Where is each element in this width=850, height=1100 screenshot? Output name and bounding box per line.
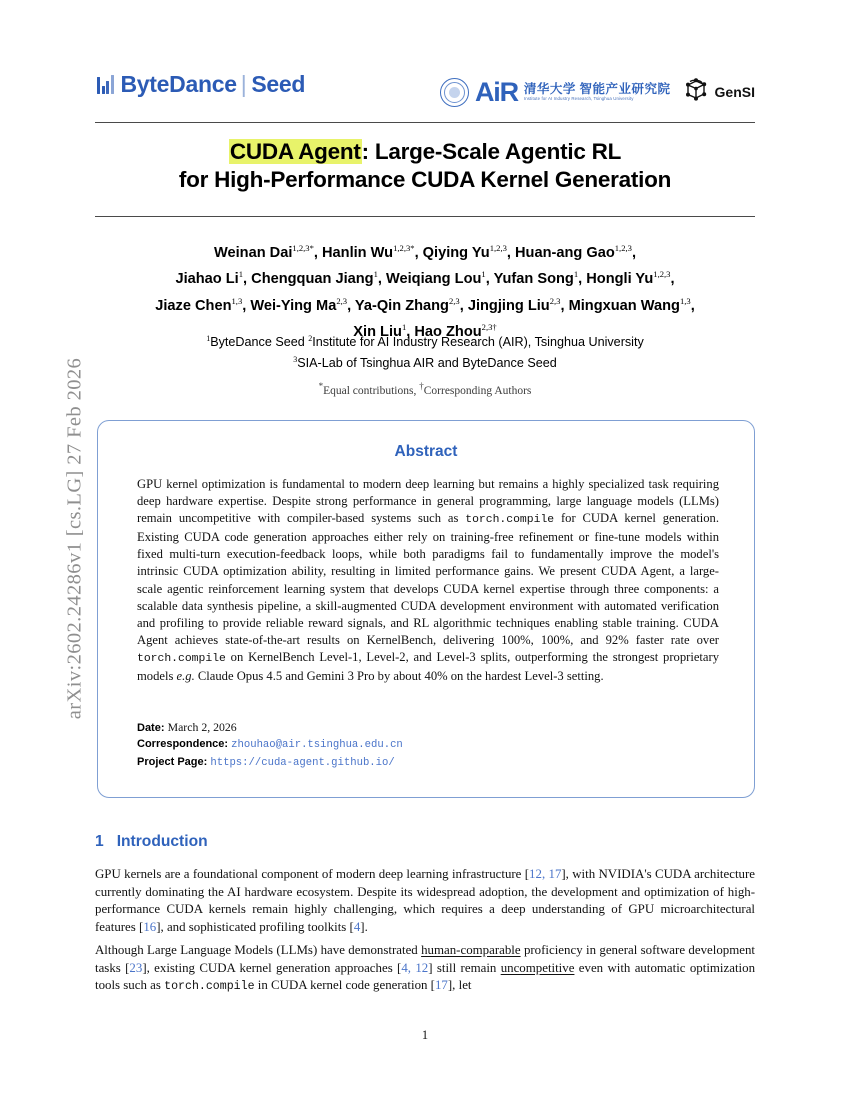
header-divider — [95, 122, 755, 123]
intro-p2-text-5: even with automatic optimization tools such as — [95, 960, 756, 993]
author-name: Yufan Song — [493, 271, 574, 288]
author-name: Hongli Yu — [586, 271, 654, 288]
correspondence-label: Correspondence: — [137, 738, 229, 751]
inline-code-torch-compile: torch.compile — [164, 980, 255, 994]
author-affiliation-marks: 1 — [573, 269, 579, 280]
title-line-1 — [95, 138, 755, 166]
author-name: Weiqiang Lou — [386, 271, 482, 288]
underlined-phrase-human-comparable: human-comparable — [421, 943, 521, 957]
seed-name: Seed — [251, 71, 306, 97]
intro-p1-text-3: ], and sophisticated profiling toolkits [ — [156, 919, 354, 934]
bytedance-wordmark — [121, 73, 306, 96]
author-name: Jingjing Liu — [467, 297, 550, 314]
author — [214, 245, 314, 261]
author-name: Wei-Ying Ma — [250, 297, 337, 314]
bytedance-mark-icon — [97, 75, 114, 94]
author-affiliation-marks: 1 — [401, 322, 407, 333]
gensi-cube-icon — [681, 75, 711, 110]
date-row — [137, 719, 697, 736]
author-name: Jiaze Chen — [155, 297, 232, 314]
section-heading-introduction — [95, 833, 755, 851]
affiliation-mark: 1 — [206, 334, 211, 343]
author-affiliation-marks: 1,2,3* — [292, 243, 314, 253]
abstract-eg: e.g. — [176, 669, 195, 684]
air-wordmark: AiR — [474, 76, 518, 107]
author — [467, 295, 561, 314]
author-affiliation-marks: 2,3† — [481, 322, 497, 333]
affiliation-mark: 2 — [308, 334, 313, 343]
author-name: Mingxuan Wang — [568, 297, 680, 314]
author-affiliation-marks: 1 — [373, 269, 378, 280]
air-chinese-name: 清华大学 智能产业研究院 — [523, 81, 671, 96]
citation-ref[interactable]: 17 — [434, 978, 448, 993]
underlined-phrase-uncompetitive: uncompetitive — [500, 960, 575, 975]
intro-p2-text-7: ], let — [447, 978, 472, 993]
author-name: Hanlin Wu — [322, 244, 394, 261]
abstract-code-torch-compile-1: torch.compile — [465, 514, 555, 527]
partner-logos — [440, 68, 755, 116]
title-line-2: for High-Performance CUDA Kernel Generation — [178, 167, 672, 192]
paper-page — [95, 0, 755, 1100]
intro-p2-text-2: proficiency in general software development tasks [ — [95, 943, 755, 975]
author-name: Weinan Dai — [214, 244, 293, 261]
correspondence-email-link[interactable]: zhouhao@air.tsinghua.edu.cn — [231, 739, 403, 752]
author-list — [95, 238, 755, 343]
abstract-text — [137, 476, 719, 685]
page-number: 1 — [421, 1028, 429, 1042]
air-chinese-block — [524, 83, 671, 102]
affiliation-text: Institute for AI Industry Research (AIR), Tsinghua University — [312, 335, 644, 350]
abstract-panel — [97, 420, 755, 798]
author — [586, 271, 670, 287]
equal-contribution-text: Equal contributions, — [323, 384, 417, 397]
author-affiliation-marks: 1,2,3 — [489, 243, 507, 253]
author-affiliation-marks: 1 — [481, 269, 486, 280]
title-line-1-rest: : Large-Scale Agentic RL — [361, 139, 622, 164]
author-name: Xin Liu — [353, 323, 402, 340]
intro-p2-text-6: in CUDA kernel code generation [ — [254, 978, 435, 993]
author-affiliation-marks: 1,3 — [679, 295, 691, 306]
author-affiliation-marks: 1,2,3 — [653, 269, 671, 280]
arxiv-stamp — [0, 0, 90, 1100]
author-name: Ya-Qin Zhang — [354, 297, 449, 314]
correspondence-row — [137, 736, 697, 753]
intro-p1-text-1: GPU kernels are a foundational component of modern deep learning infrastructure [ — [95, 867, 530, 881]
project-page-link[interactable]: https://cuda-agent.github.io/ — [210, 756, 395, 769]
author-name: Hao Zhou — [414, 323, 482, 340]
citation-ref[interactable]: 12, 17 — [529, 867, 562, 881]
date-label: Date: — [137, 722, 165, 734]
air-english-name: Institute for AI Industry Research, Tsinghua University — [523, 96, 634, 102]
intro-p1-text-4: ]. — [360, 919, 368, 934]
date-value: March 2, 2026 — [167, 720, 237, 734]
author — [515, 245, 632, 261]
author-line-3: Jiaze Chen$^{1,3}$, Wei-Ying Ma$^{2,3}$, Ya-Qin Zhang$^{2,3}$, Jingjing Liu$^{2,3}$, Mingxuan Wang$^{1,3}$, — [155, 295, 695, 314]
section-number: 1 — [95, 833, 104, 850]
author-affiliation-marks: 1,2,3 — [614, 243, 632, 253]
author-name: Chengquan Jiang — [251, 271, 374, 288]
author-line-2: Jiahao Li$^1$, Chengquan Jiang$^1$, Weiqiang Lou$^1$, Yufan Song$^1$, Hongli Yu$^{1,2,3}$, — [175, 269, 675, 288]
author — [251, 271, 378, 287]
author — [423, 245, 507, 261]
affiliation-mark: 3 — [293, 355, 298, 365]
abstract-part-1: GPU kernel optimization is fundamental to modern deep learning but remains a highly specialized task requiring deep hardware expertise. Despite strong performance in general programming, large language models (LLMs) remain uncompetitive with compiler-based systems such as — [137, 477, 719, 526]
page-title — [95, 138, 755, 194]
abstract-part-4: Claude Opus 4.5 and Gemini 3 Pro by about 40% on the hardest Level-3 setting. — [194, 669, 604, 684]
author-affiliation-marks: 1,2,3* — [393, 243, 415, 253]
abstract-part-3: on KernelBench Level-1, Level-2, and Level-3 splits, outperforming the strongest proprietary models — [137, 649, 719, 684]
author — [386, 271, 486, 287]
tsinghua-seal-icon — [440, 78, 469, 107]
abstract-part-2: for CUDA kernel generation. Existing CUDA code generation approaches either rely on training-free refinement or fine-tune models within fixed multi-turn execution-feedback loops, while both paradigms fail to fundamentally improve the model's intrinsic CUDA optimization ability, resulting in limited performance gains. We present CUDA Agent, a large-scale agentic reinforcement learning system that develops CUDA kernel expertise through three components: a scalable data synthesis pipeline, a skill-augmented CUDA development environment with automated verification and profiling to provide reliable reward signals, and RL algorithmic techniques enabling stable training. CUDA Agent achieves state-of-the-art results on KernelBench, delivering 100%, 100%, and 92% faster rate over — [137, 511, 719, 647]
abstract-heading: Abstract — [394, 443, 458, 460]
author-name: Huan-ang Gao — [515, 244, 615, 261]
intro-p2-text-1: Although Large Language Models (LLMs) have demonstrated — [95, 943, 422, 957]
author-affiliation-marks: 1,3 — [231, 295, 243, 306]
affiliation-list — [95, 330, 755, 372]
bytedance-seed-logo — [97, 73, 305, 96]
author-footnote — [95, 381, 755, 397]
citation-ref[interactable]: 4, 12 — [401, 960, 429, 975]
affiliation-text: ByteDance Seed — [210, 335, 305, 350]
author — [155, 295, 243, 314]
intro-paragraph-1 — [95, 866, 755, 936]
equal-contribution-mark: * — [318, 381, 324, 391]
gensi-logo — [681, 75, 755, 110]
publisher-logo-bar — [95, 68, 755, 116]
intro-paragraph-2 — [95, 942, 755, 996]
abstract-code-torch-compile-2: torch.compile — [137, 652, 226, 665]
author-line-1: Weinan Dai$^{1,2,3*}$, Hanlin $Wu^{1,2,3*}$, Qiying Yu$^{1,2,3}$, Huan-ang Gao$^{1,2,3}$, — [214, 243, 636, 261]
author — [354, 295, 460, 314]
author-name: Jiahao Li — [175, 271, 239, 288]
section-title: Introduction — [116, 833, 208, 850]
citation-ref[interactable]: 4 — [353, 919, 361, 934]
gensi-wordmark: GenSI — [714, 84, 755, 100]
affiliation-line-1 — [95, 330, 755, 351]
author-affiliation-marks: 2,3 — [549, 295, 561, 306]
affiliation-text: SIA-Lab of Tsinghua AIR and ByteDance Seed — [297, 356, 557, 371]
author — [322, 245, 415, 261]
title-divider — [95, 216, 755, 217]
bytedance-separator: | — [240, 71, 247, 97]
author-name: Qiying Yu — [422, 244, 490, 261]
author-affiliation-marks: 2,3 — [336, 295, 348, 306]
arxiv-stamp-text: arXiv:2602.24286v1 [cs.LG] 27 Feb 2026 — [63, 357, 86, 720]
paper-metadata — [137, 719, 697, 771]
bytedance-name: ByteDance — [120, 71, 237, 97]
citation-ref[interactable]: 23 — [129, 960, 143, 975]
project-page-row — [137, 754, 697, 771]
air-tsinghua-logo — [440, 78, 671, 107]
citation-ref[interactable]: 16 — [143, 919, 157, 934]
author — [494, 271, 579, 287]
intro-p2-text-3: ], existing CUDA kernel generation approaches [ — [142, 960, 402, 975]
corresponding-author-text: Corresponding Authors — [423, 384, 532, 397]
author — [568, 295, 691, 314]
author — [175, 271, 243, 287]
author — [250, 295, 348, 314]
author-affiliation-marks: 1 — [238, 269, 244, 280]
affiliation-line-2 — [95, 351, 755, 372]
corresponding-author-mark: † — [419, 381, 424, 391]
author-line-4: Xin Liu$^1$, Hao Zhou$^{2,3\dagger}$ — [353, 322, 497, 340]
project-page-label: Project Page: — [137, 755, 208, 768]
author-affiliation-marks: 2,3 — [448, 295, 460, 306]
intro-p2-text-4: ] still remain — [428, 960, 501, 975]
intro-p1-text-2: ], with NVIDIA's CUDA architecture currently dominating the AI hardware ecosystem. Despite its widespread adoption, the development and optimization of high-performance CUDA kernels remain highly challenging, which requires a deep understanding of GPU microarchitectural features [ — [95, 867, 755, 934]
title-highlight: CUDA Agent — [229, 139, 361, 164]
